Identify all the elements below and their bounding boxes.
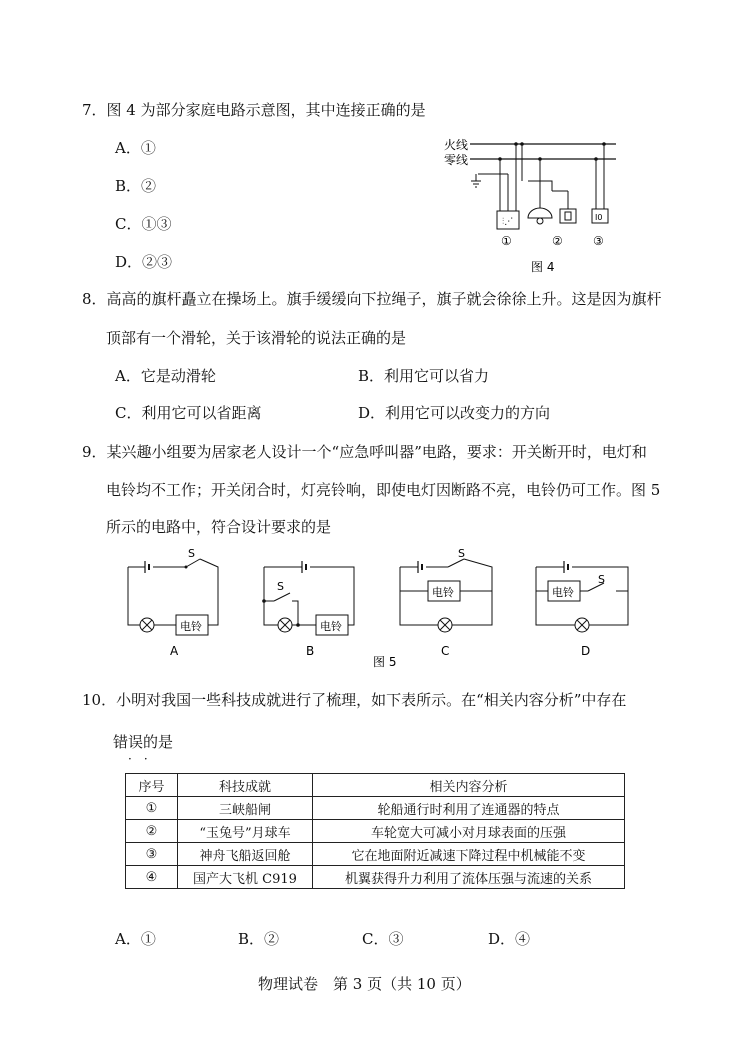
q8-stem-line1: 8．高高的旗杆矗立在操场上。旗手缓缓向下拉绳子，旗子就会徐徐上升。这是因为旗杆 — [82, 290, 662, 308]
circuit-label-b: B — [306, 644, 315, 658]
bell-label-c: 电铃 — [432, 586, 454, 599]
q8-option-d: D．利用它可以改变力的方向 — [358, 404, 551, 422]
table-cell: 三峡船闸 — [178, 797, 313, 820]
neutral-wire-label: 零线 — [444, 153, 469, 167]
achievement-table — [125, 773, 625, 889]
lamp-shade — [528, 208, 552, 218]
switch-label-b: S — [277, 580, 284, 593]
lamp-switch — [560, 209, 576, 223]
table-header — [126, 774, 625, 797]
circuit-label-d: D — [581, 644, 591, 658]
mark-2: ② — [552, 234, 563, 248]
figure-4-household-circuit — [440, 133, 620, 278]
bell-label-d: 电铃 — [552, 586, 574, 599]
q9-line1: 9．某兴趣小组要为居家老人设计一个“应急呼叫器”电路，要求：开关断开时，电灯和 — [82, 443, 647, 461]
table-row — [126, 866, 625, 889]
switch-label-a: S — [188, 547, 195, 560]
table-cell: ③ — [126, 843, 178, 866]
q8-option-a: A．它是动滑轮 — [115, 367, 216, 385]
svg-text:I0: I0 — [595, 213, 603, 222]
q8-stem-line2: 顶部有一个滑轮，关于该滑轮的说法正确的是 — [106, 329, 407, 347]
emphasis-dots: ·· — [128, 752, 160, 766]
figure-5-circuits — [118, 545, 638, 670]
q10-line1: 10．小明对我国一些科技成就进行了梳理，如下表所示。在“相关内容分析”中存在 — [82, 691, 627, 709]
circuit-label-c: C — [441, 644, 450, 658]
page-footer: 物理试卷 第 3 页（共 10 页） — [258, 975, 471, 993]
q10-option-d: D．④ — [488, 930, 531, 948]
table-cell: ② — [126, 820, 178, 843]
q10-option-a: A．① — [115, 930, 156, 948]
q7-stem: 7．图 4 为部分家庭电路示意图，其中连接正确的是 — [82, 101, 426, 119]
bulb-icon — [537, 218, 543, 224]
q9-line2: 电铃均不工作；开关闭合时，灯亮铃响，即使电灯因断路不亮，电铃仍可工作。图 5 — [106, 481, 661, 499]
live-wire-label: 火线 — [444, 138, 469, 152]
q9-line3: 所示的电路中，符合设计要求的是 — [106, 518, 332, 536]
q10-option-b: B．② — [238, 930, 280, 948]
mark-3: ③ — [593, 234, 604, 248]
table-cell: ① — [126, 797, 178, 820]
q10-option-c: C．③ — [362, 930, 404, 948]
table-cell: 车轮宽大可减小对月球表面的压强 — [313, 820, 625, 843]
bell-label-b: 电铃 — [320, 620, 342, 633]
switch-label-c: S — [458, 547, 465, 560]
q10-line2: 错误的是 — [113, 733, 174, 751]
header-cell: 相关内容分析 — [313, 774, 625, 797]
figure-4-caption: 图 4 — [531, 260, 555, 274]
q8-option-b: B．利用它可以省力 — [358, 367, 490, 385]
table-cell: 机翼获得升力利用了流体压强与流速的关系 — [313, 866, 625, 889]
circuit-d — [536, 561, 628, 658]
circuit-a — [128, 547, 218, 658]
figure-5-caption: 图 5 — [373, 655, 397, 669]
table-row — [126, 843, 625, 866]
table-cell: 轮船通行时利用了连通器的特点 — [313, 797, 625, 820]
switch-label-d: S — [598, 573, 605, 586]
circuit-label-a: A — [170, 644, 179, 658]
header-cell: 序号 — [126, 774, 178, 797]
circuit-b — [262, 561, 354, 658]
q7-option-b: B．② — [115, 177, 157, 195]
table-cell: “玉兔号”月球车 — [178, 820, 313, 843]
svg-text:⫶⋰: ⫶⋰ — [502, 217, 514, 227]
table-cell: ④ — [126, 866, 178, 889]
table-cell: 它在地面附近减速下降过程中机械能不变 — [313, 843, 625, 866]
table-row — [126, 820, 625, 843]
q7-option-d: D．②③ — [115, 253, 173, 271]
table-cell: 国产大飞机 C919 — [178, 866, 313, 889]
q7-option-a: A．① — [115, 139, 156, 157]
table-cell: 神舟飞船返回舱 — [178, 843, 313, 866]
table-row — [126, 797, 625, 820]
bell-label-a: 电铃 — [180, 620, 202, 633]
circuit-c — [400, 547, 492, 658]
header-cell: 科技成就 — [178, 774, 313, 797]
q8-option-c: C．利用它可以省距离 — [115, 404, 262, 422]
q7-option-c: C．①③ — [115, 215, 172, 233]
mark-1: ① — [501, 234, 512, 248]
